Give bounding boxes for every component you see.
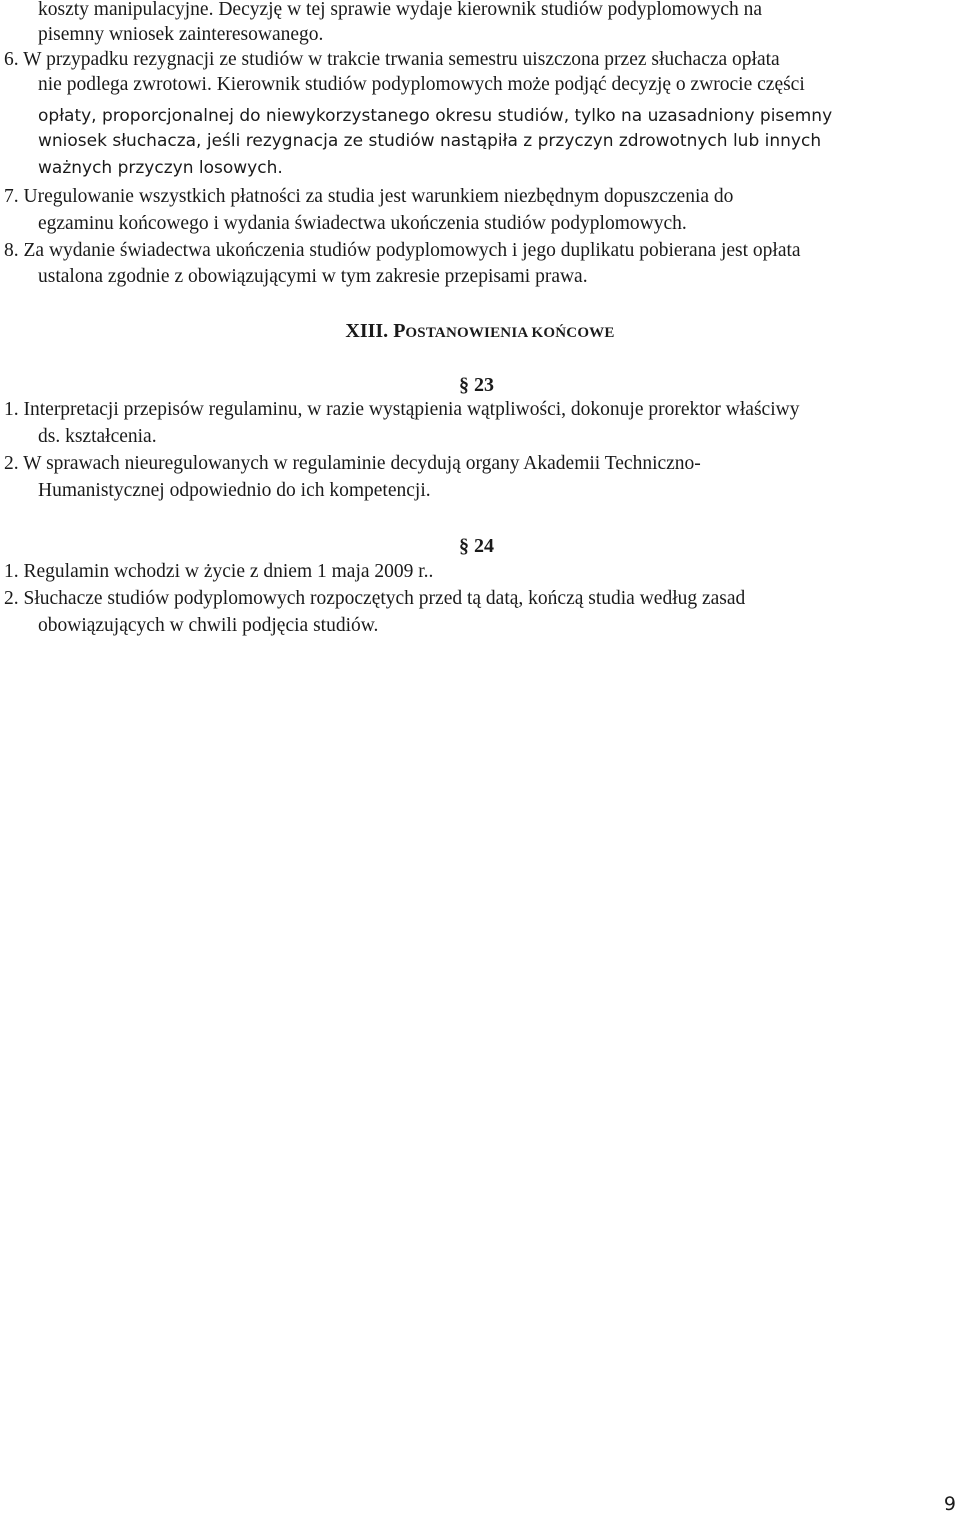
- paragraph-mark: § 23: [459, 374, 494, 396]
- section-title-cap: P: [393, 320, 406, 342]
- text-line: 8. Za wydanie świadectwa ukończenia studiów podyplomowych i jego duplikatu pobierana jest opłata: [4, 240, 801, 261]
- text-line: pisemny wniosek zainteresowanego.: [38, 24, 324, 45]
- page-number: 9: [943, 1493, 956, 1515]
- section-title-rest: OSTANOWIENIA: [405, 325, 532, 341]
- text-span: nie podlega zwrotowi.: [38, 74, 212, 95]
- text-span: Kierownik studiów podyplomowych może podjąć decyzję o zwrocie części: [216, 74, 805, 95]
- text-line: egzaminu końcowego i wydania świadectwa ukończenia studiów podyplomowych.: [38, 213, 687, 234]
- text-line: ds. kształcenia.: [38, 426, 157, 447]
- text-line: 1. Regulamin wchodzi w życie z dniem 1 maja 2009 r..: [4, 561, 434, 582]
- text-line: 6. W przypadku rezygnacji ze studiów w trakcie trwania semestru uiszczona przez słuchacza opłata: [4, 49, 780, 70]
- text-line: 2. Słuchacze studiów podyplomowych rozpoczętych przed tą datą, kończą studia według zasad: [4, 588, 746, 609]
- section-title-rest: KOŃCOWE: [531, 325, 615, 341]
- text-line: Humanistycznej odpowiednio do ich kompetencji.: [38, 480, 431, 501]
- text-line: [38, 72, 805, 98]
- text-line: ustalona zgodnie z obowiązującymi w tym zakresie przepisami prawa.: [38, 266, 588, 287]
- text-line: obowiązujących w chwili podjęcia studiów.: [38, 615, 379, 636]
- text-line: 7. Uregulowanie wszystkich płatności za studia jest warunkiem niezbędnym dopuszczenia do: [4, 186, 734, 207]
- section-heading: [0, 318, 960, 346]
- text-line: 2. W sprawach nieuregulowanych w regulaminie decydują organy Akademii Techniczno-: [4, 453, 701, 474]
- text-line: koszty manipulacyjne. Decyzję w tej sprawie wydaje kierownik studiów podyplomowych na: [38, 0, 763, 20]
- paragraph-mark: § 24: [459, 535, 494, 557]
- section-number: XIII.: [345, 320, 389, 342]
- text-line: wniosek słuchacza, jeśli rezygnacja ze studiów nastąpiła z przyczyn zdrowotnych lub innych: [38, 131, 822, 151]
- text-line: opłaty, proporcjonalnej do niewykorzystanego okresu studiów, tylko na uzasadniony pisemny: [38, 106, 833, 126]
- text-line: 1. Interpretacji przepisów regulaminu, w razie wystąpienia wątpliwości, dokonuje prorektor właściwy: [4, 399, 800, 420]
- text-line: ważnych przyczyn losowych.: [38, 158, 283, 178]
